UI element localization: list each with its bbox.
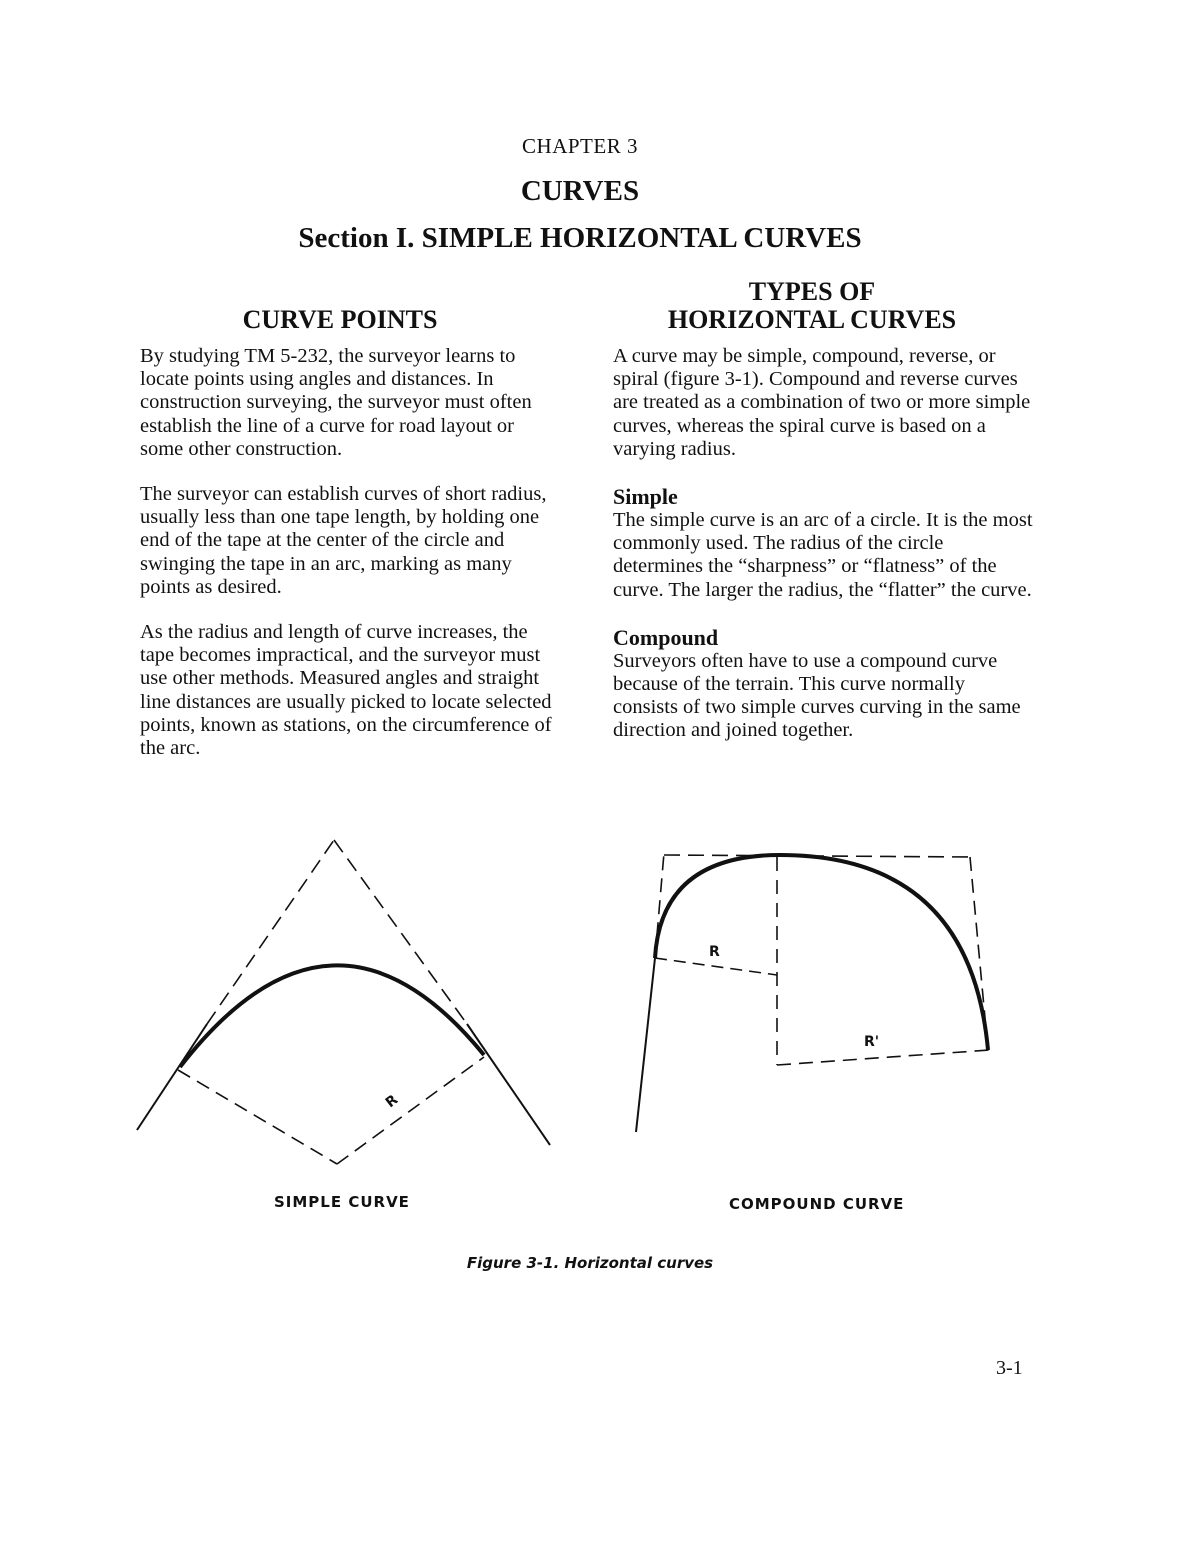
compound-curve-diagram bbox=[636, 853, 990, 1132]
compound-curve-label: COMPOUND CURVE bbox=[729, 1195, 905, 1213]
radius-r-prime-dashed bbox=[777, 1050, 990, 1065]
page-number: 3-1 bbox=[996, 1357, 1023, 1379]
simple-arc bbox=[180, 965, 484, 1067]
types-heading-line2: HORIZONTAL CURVES bbox=[667, 305, 957, 334]
compound-radius-label: R bbox=[709, 944, 720, 960]
curve-points-heading: CURVE POINTS bbox=[242, 305, 438, 334]
radius-right-dashed bbox=[337, 1057, 484, 1164]
paragraph: By studying TM 5-232, the surveyor learns to locate points using angles and distances. In construction surveying, the surveyor must often establish the line of a curve for road layout or some other construction. bbox=[140, 345, 532, 460]
compound-tangent-left-solid bbox=[636, 958, 655, 1132]
simple-paragraph: The simple curve is an arc of a circle. It is the most commonly used. The radius of the circle determines the “sharpness” or “flatness” of the curve. The larger the radius, the “flatter” the curve. bbox=[613, 509, 1033, 601]
simple-radius-label: R bbox=[382, 1091, 402, 1112]
radius-left-dashed bbox=[178, 1070, 337, 1164]
tangent-right-dashed bbox=[334, 840, 467, 1024]
types-heading-line1: TYPES OF bbox=[748, 277, 876, 306]
tangent-left-dashed bbox=[207, 840, 334, 1024]
compound-subheading: Compound bbox=[613, 624, 719, 650]
compound-paragraph: Surveyors often have to use a compound curve because of the terrain. This curve normally consists of two simple curves curving in the same direction and joined together. bbox=[613, 649, 1021, 742]
simple-curve-label: SIMPLE CURVE bbox=[274, 1193, 410, 1211]
simple-curve-diagram bbox=[137, 840, 550, 1164]
radius-r-dashed bbox=[655, 958, 777, 975]
simple-subheading: Simple bbox=[613, 484, 678, 510]
types-intro: A curve may be simple, compound, reverse, or spiral (figure 3-1). Compound and reverse curves are treated as a combination of two or more simple curves, whereas the spiral curve is based on a varying radius. bbox=[613, 345, 1031, 460]
compound-radius-prime-label: R' bbox=[864, 1034, 880, 1050]
paragraph: As the radius and length of curve increases, the tape becomes impractical, and the surveyor must use other methods. Measured angles and straight line distances are usually picked to locate selected points, known as stations, on the circumference of the arc. bbox=[140, 621, 552, 760]
paragraph: The surveyor can establish curves of short radius, usually less than one tape length, by holding one end of the tape at the center of the circle and swinging the tape in an arc, marking as many points as desired. bbox=[140, 483, 547, 598]
chapter-title: CURVES bbox=[520, 175, 640, 207]
figure-caption: Figure 3-1. Horizontal curves bbox=[466, 1254, 714, 1272]
tangent-left-solid bbox=[137, 1024, 207, 1130]
chapter-label: CHAPTER 3 bbox=[522, 134, 638, 158]
tangent-right-solid bbox=[467, 1024, 550, 1145]
section-title: Section I. SIMPLE HORIZONTAL CURVES bbox=[298, 222, 862, 254]
compound-arc-large bbox=[780, 855, 988, 1050]
compound-arc-small bbox=[655, 855, 780, 958]
